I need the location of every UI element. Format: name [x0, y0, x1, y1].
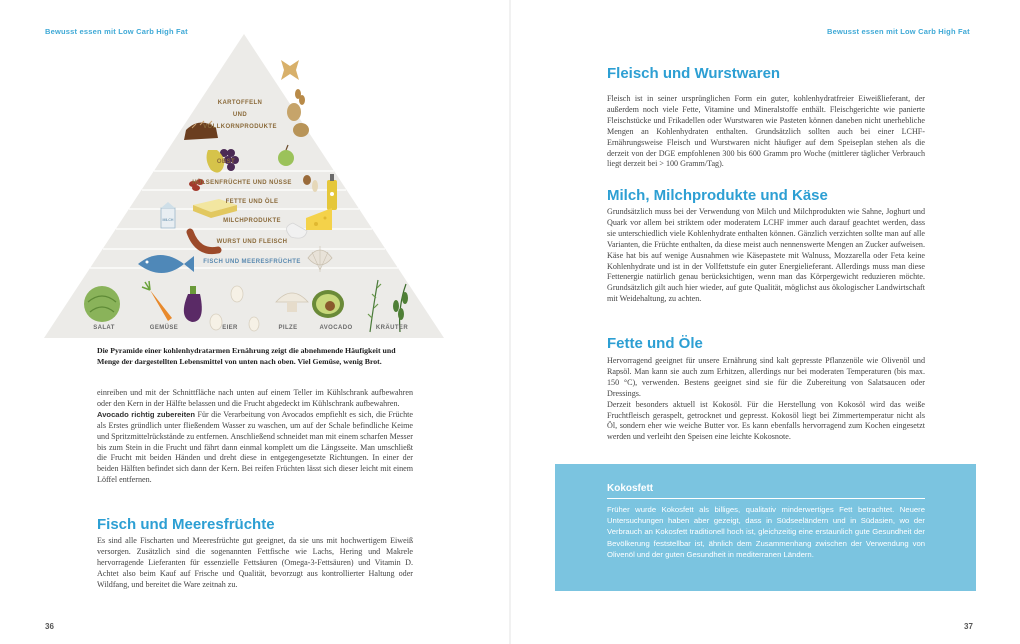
fish-paragraph: Es sind alle Fischarten und Meeresfrüchte gut geeignet, da sie uns mit hochwertigem Eiweiß versorgen. Zusätzlich sind die sogenannten Fettfische wie Lachs, Hering und Makrele hervorragende Lieferanten für essenzielle Fettsäuren (Omega-3-Fettsäuren) und Vitamin D. Achtet also beim Kauf auf Frische und Qualität, bevorzugt aus kontrollierter Haltung oder Wildfang, und bereitet die Ware zeitnah zu.: [97, 536, 413, 589]
avocado-paragraph: [97, 410, 413, 486]
pyramid-caption: Die Pyramide einer kohlenhydratarmen Ernährung zeigt die abnehmende Häufigkeit und Menge der dargestellten Lebensmittel von unten nach oben. Viel Gemüse, wenig Brot.: [97, 346, 396, 366]
milk-paragraph: Grundsätzlich muss bei der Verwendung von Milch und Milchprodukten wie Sahne, Joghurt und Quark vor allem bei striktem oder moderatem LCHF immer auch darauf geachtet werden, dass sie unterschiedlich viele Kohlenhydrate enthalten können. Gänzlich verzichten sollte man auf alle Varianten, die Früchte enthalten, da diese meist auch nennenswerte Mengen an Zucker aufweisen. Käse hat bis auf wenige Ausnahmen wie Käsepastete mit Walnuss, Mozzarella oder Feta keine Kohlenhydrate und ist in der Vollfettstufe ein guter Energielieferant. Allerdings muss man diese Fettenergie natürlich genau berücksichtigen, wenn man das Körpergewicht reduzieren möchte. Grundsätzlich gilt auch hier wieder, auf gute Qualität, möglichst aus ökologischer Landwirtschaft mit Weidehaltung, zu achten.: [607, 207, 925, 304]
pyramid-label-fruit: OBST: [216, 159, 236, 165]
pyramid-bottom-vegetables: GEMÜSE: [149, 325, 179, 331]
pyramid-label-grains: VOLLKORNPRODUKTE: [203, 124, 277, 130]
pyramid-label-potatoes: KARTOFFELN: [217, 100, 263, 106]
pyramid-label-and: UND: [232, 112, 248, 118]
right-running-title: Bewusst essen mit Low Carb High Fat: [827, 27, 970, 36]
pyramid-label-legumes: HÜLSENFRÜCHTE UND NÜSSE: [192, 180, 292, 186]
meat-paragraph: Fleisch ist in seiner ursprünglichen Form ein guter, kohlenhydratfreier Eiweißlieferant, der außerdem noch viele Fette, Vitamine und Mineralstoffe enthält. Fleischgerichte wie panierte Fleischstücke und Frikadellen oder Wurstwaren wie Pasteten können daneben nicht unerhebliche Mengen an Kohlenhydraten enthalten. Grundsätzlich sollten auch bei einer LCHF-Ernährungsweise Fleisch und Wurstwaren nicht häufiger auf dem Speiseplan stehen als die derzeit von der DGE empfohlenen 300 bis 600 Gramm pro Woche (mittlerer täglicher Verbrauch liegt derzeit bei > 100 Gramm/Tag).: [607, 94, 925, 169]
pyramid-label-fats: FETTE UND ÖLE: [225, 199, 279, 205]
right-page-number: 37: [964, 622, 973, 631]
lettuce-icon: [84, 286, 120, 322]
fat-paragraph-2: Derzeit besonders aktuell ist Kokosöl. Für die Herstellung von Kokosöl wird das weiße Fruchtfleisch geraspelt, getrocknet und gepresst. Kokosöl liegt bei Zimmertemperatur nicht als Öl, sondern eher wie weiche Butter vor. Es kann ebenfalls hervorragend zum Kochen eingesetzt werden und verleiht den Speisen eine leichte Kokosnote.: [607, 399, 925, 442]
pyramid-bottom-avocado: AVOCADO: [319, 325, 353, 331]
pyramid-bottom-herbs: KRÄUTER: [375, 325, 409, 331]
fish-heading: Fisch und Meeresfrüchte: [97, 516, 275, 533]
pyramid-bottom-salad: SALAT: [93, 325, 115, 331]
avocado-inline-heading: Avocado richtig zubereiten: [97, 409, 196, 419]
pyramid-label-dairy: MILCHPRODUKTE: [223, 218, 281, 224]
fat-heading: Fette und Öle: [607, 335, 703, 352]
left-para-1: einreiben und mit der Schnittfläche nach unten auf einem Teller im Kühlschrank aufbewahren oder den Kern in der Hälfte belassen und die Frucht abgedeckt im Kühlschrank aufbewahren.: [97, 388, 413, 408]
page-gutter: [509, 0, 511, 644]
left-running-title: Bewusst essen mit Low Carb High Fat: [45, 27, 188, 36]
pasta-icon: [281, 60, 299, 80]
pyramid-label-meat: WURST UND FLEISCH: [216, 239, 288, 245]
fat-paragraphs: [607, 356, 925, 443]
left-page-number: 36: [45, 622, 54, 631]
pyramid-bottom-eggs: EIER: [222, 325, 238, 331]
avocado-icon: [312, 290, 344, 318]
info-box-text: Früher wurde Kokosfett als billiges, qualitativ minderwertiges Fett betrachtet. Neuere Untersuchungen haben aber gezeigt, dass in Südseeländern und in Südasien, wo der Verbrauch an Kokosfett traditionell hoch ist, gleichzeitig eine erstaunlich gute Gesundheit der Bevölkerung feststellbar ist, ähnlich dem Zusammenhang zwischen der Verwendung von Olivenöl und der guten Gesundheit in mediterranen Ländern.: [607, 505, 925, 559]
meat-heading: Fleisch und Wurstwaren: [607, 65, 781, 82]
left-body: [97, 388, 413, 486]
coconut-info-box: [555, 464, 976, 591]
grain-icon: [295, 89, 305, 105]
info-box-title: Kokosfett: [607, 483, 654, 494]
pyramid-label-fish: FISCH UND MEERESFRÜCHTE: [203, 259, 301, 265]
milk-carton-label: MILCH: [162, 218, 174, 222]
milk-heading: Milch, Milchprodukte und Käse: [607, 187, 828, 204]
avocado-paragraph-text: Für die Verarbeitung von Avocados empfiehlt es sich, die Früchte als Erstes gründlich unter fließendem Wasser zu waschen, um auf der Schale befindliche Keime und Spritzmittelrückstände zu entfernen. Anschließend schneidet man mit einem scharfen Messer bis zum Stein in die Frucht und fährt dann einmal komplett um die Längsseite. Man umschließt die Frucht mit beiden Händen und dreht diese in entgegengesetzte Richtungen. In einer der beiden Hälften befindet sich dann der Kern. Bei reifen Früchten lässt sich dieser leicht mit einem Löffel entfernen.: [97, 409, 414, 485]
info-box-rule: [607, 498, 925, 499]
food-pyramid: [40, 32, 448, 344]
pyramid-bottom-mushrooms: PILZE: [278, 325, 298, 331]
fat-paragraph-1: Hervorragend geeignet für unsere Ernährung sind kalt gepresste Pflanzenöle wie Olivenöl und Rapsöl. Man kann sie auch zum Erhitzen, allerdings nur bei moderaten Temperaturen (bis max. 150 °C), verwenden. Bestens geeignet sind sie für die Zubereitung von Salatsaucen oder Dressings.: [607, 356, 925, 398]
